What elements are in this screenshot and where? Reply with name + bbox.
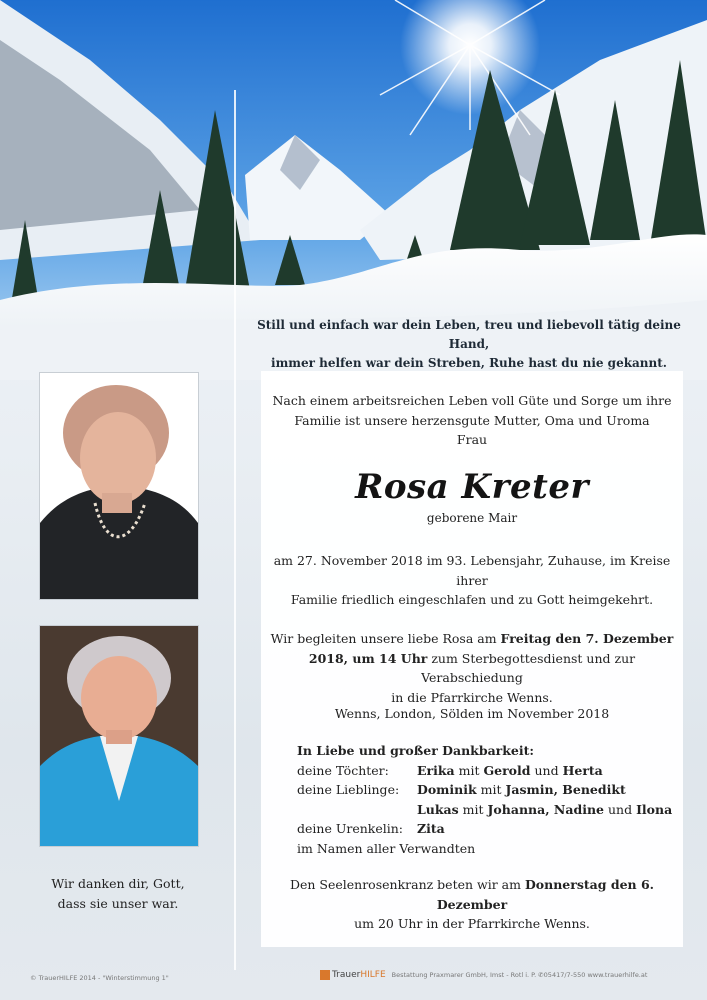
- grandchild-2: Lukas: [417, 801, 459, 817]
- portrait-2-image: [40, 626, 198, 846]
- intro-line-2: Familie ist unsere herzensgute Mutter, Oma und Uroma: [294, 412, 650, 428]
- funeral-pre: Wir begleiten unsere liebe Rosa am: [270, 631, 501, 646]
- logo-part-a: Trauer: [332, 970, 361, 980]
- thanks-text: [20, 874, 216, 914]
- intro-paragraph: [261, 391, 683, 450]
- spouse-1: Gerold: [483, 762, 531, 778]
- daughters-names: [417, 761, 603, 781]
- funeral-line-1: [261, 629, 683, 649]
- vertical-divider: [234, 90, 236, 970]
- daughters-label: deine Töchter:: [297, 762, 389, 778]
- favorites-names-2: [417, 800, 672, 820]
- grandchild-family-3: Ilona: [636, 801, 673, 817]
- mourners-row-favorites-2: [297, 800, 673, 820]
- trauerhilfe-logo-icon: [320, 970, 330, 980]
- funeral-post: zum Sterbegottesdienst und zur Verabschiedung: [421, 650, 636, 685]
- footer-logo: [332, 970, 386, 980]
- daughter-2: Herta: [562, 762, 603, 778]
- portrait-1-image: [40, 373, 198, 599]
- death-line-2: Familie friedlich eingeschlafen und zu Gott heimgekehrt.: [290, 592, 654, 607]
- mourners-row-great: [297, 819, 667, 839]
- deceased-name: Rosa Kreter: [355, 467, 589, 507]
- quote-line-1: Still und einfach war dein Leben, treu und liebevoll tätig deine Hand,: [257, 318, 681, 351]
- portrait-photo-1: [39, 372, 199, 600]
- notice-card: [261, 371, 683, 947]
- intro-line-3: Frau: [456, 432, 488, 447]
- maiden-name: geborene Mair: [426, 511, 518, 525]
- rosary-pre: Den Seelenrosenkranz beten wir am: [289, 877, 525, 892]
- great-grandchild-name: [417, 819, 445, 839]
- joiner: und: [530, 762, 563, 778]
- quote-line-2: immer helfen war dein Streben, Ruhe hast du nie gekannt.: [271, 356, 667, 370]
- logo-part-b: HILFE: [360, 970, 386, 980]
- portrait-photo-2: [39, 625, 199, 847]
- thanks-line-1: Wir danken dir, Gott,: [51, 876, 185, 891]
- grandchild-family-2: Johanna, Nadine: [487, 801, 604, 817]
- funeral-line-3: in die Pfarrkirche Wenns.: [391, 689, 553, 705]
- rosary-line-1: [261, 875, 683, 914]
- place-date: Wenns, London, Sölden im November 2018: [334, 706, 610, 721]
- joiner: und: [604, 801, 637, 817]
- intro-line-1: Nach einem arbeitsreichen Leben voll Güte und Sorge um ihre: [272, 393, 672, 408]
- mourners-row-daughters: [297, 761, 667, 781]
- footer-copyright: © TrauerHILFE 2014 - "Winterstimmung 1": [30, 974, 169, 982]
- rosary-date: Donnerstag den 6. Dezember: [436, 877, 655, 912]
- funeral-time: 2018, um 14 Uhr: [308, 650, 428, 666]
- death-paragraph: [261, 551, 683, 610]
- joiner: mit: [458, 801, 488, 817]
- grandchild-1: Dominik: [417, 782, 477, 797]
- favorites-label: deine Lieblinge:: [297, 782, 400, 797]
- mourners-list: [297, 741, 673, 858]
- rosary-paragraph: [261, 875, 683, 934]
- funeral-line-2: [261, 649, 683, 688]
- footer-imprint-text: Bestattung Praxmarer GmbH, Imst - Rotl i. P. ✆05417/7-550 www.trauerhilfe.at: [391, 971, 648, 979]
- great-grandchild: Zita: [417, 821, 445, 836]
- death-line-1: am 27. November 2018 im 93. Lebensjahr, Zuhause, im Kreise ihrer: [273, 553, 671, 588]
- favorites-names-1: [417, 780, 626, 800]
- mourners-row-favorites: [297, 780, 667, 800]
- funeral-paragraph: [261, 629, 683, 707]
- joiner: mit: [454, 762, 484, 778]
- thanks-line-2: dass sie unser war.: [57, 896, 179, 911]
- rosary-line-2: um 20 Uhr in der Pfarrkirche Wenns.: [354, 916, 590, 931]
- grandchild-family-1: Jasmin, Benedikt: [505, 782, 626, 797]
- daughter-1: Erika: [417, 762, 455, 778]
- memorial-quote: [240, 316, 698, 373]
- mourners-heading: In Liebe und großer Dankbarkeit:: [297, 743, 535, 758]
- funeral-date: Freitag den 7. Dezember: [500, 631, 674, 646]
- footer-imprint: [320, 970, 647, 980]
- great-grandchild-label: deine Urenkelin:: [297, 821, 404, 836]
- relatives-line: im Namen aller Verwandten: [297, 840, 476, 856]
- joiner: mit: [476, 782, 506, 797]
